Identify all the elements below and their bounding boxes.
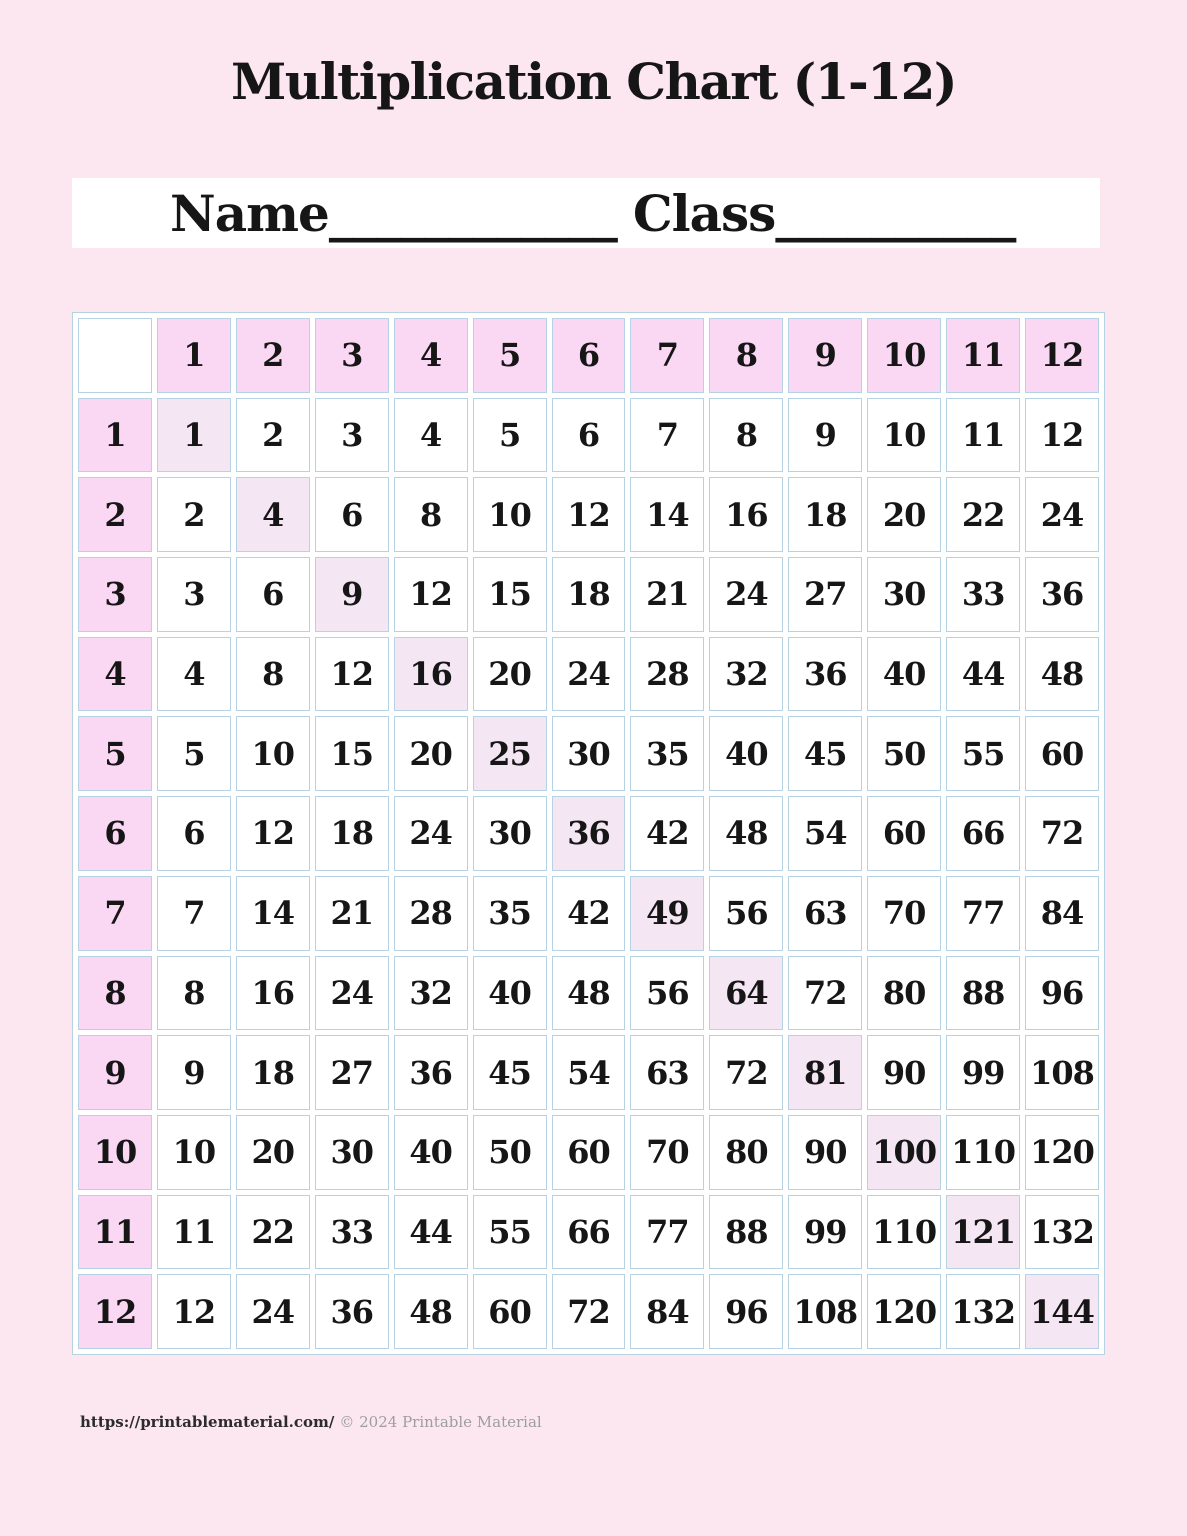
grid-cell: 8 bbox=[394, 477, 468, 552]
class-label: Class bbox=[632, 183, 776, 243]
grid-cell: 24 bbox=[315, 956, 389, 1031]
grid-cell: 80 bbox=[867, 956, 941, 1031]
grid-cell: 50 bbox=[473, 1115, 547, 1190]
grid-row-header: 1 bbox=[78, 398, 152, 473]
grid-cell: 81 bbox=[788, 1035, 862, 1110]
grid-cell: 35 bbox=[630, 716, 704, 791]
grid-cell: 120 bbox=[867, 1274, 941, 1349]
grid-cell: 66 bbox=[946, 796, 1020, 871]
grid-cell: 40 bbox=[867, 637, 941, 712]
grid-cell: 84 bbox=[1025, 876, 1099, 951]
grid-cell: 20 bbox=[473, 637, 547, 712]
grid-cell: 22 bbox=[946, 477, 1020, 552]
grid-cell: 120 bbox=[1025, 1115, 1099, 1190]
grid-cell: 80 bbox=[709, 1115, 783, 1190]
grid-column-header: 9 bbox=[788, 318, 862, 393]
grid-cell: 63 bbox=[630, 1035, 704, 1110]
grid-cell: 108 bbox=[1025, 1035, 1099, 1110]
grid-cell: 8 bbox=[157, 956, 231, 1031]
grid-row-header: 6 bbox=[78, 796, 152, 871]
grid-cell: 20 bbox=[394, 716, 468, 791]
grid-cell: 12 bbox=[315, 637, 389, 712]
name-class-banner bbox=[72, 178, 1100, 248]
grid-cell: 18 bbox=[788, 477, 862, 552]
grid-cell: 28 bbox=[394, 876, 468, 951]
grid-cell: 9 bbox=[315, 557, 389, 632]
grid-cell: 10 bbox=[867, 398, 941, 473]
grid-cell: 35 bbox=[473, 876, 547, 951]
grid-cell: 12 bbox=[552, 477, 626, 552]
grid-column-header: 10 bbox=[867, 318, 941, 393]
grid-cell: 4 bbox=[236, 477, 310, 552]
grid-cell: 11 bbox=[946, 398, 1020, 473]
grid-cell: 44 bbox=[946, 637, 1020, 712]
grid-cell: 88 bbox=[946, 956, 1020, 1031]
grid-cell: 15 bbox=[473, 557, 547, 632]
name-blank-line: ____________ bbox=[328, 183, 617, 243]
grid-cell: 48 bbox=[552, 956, 626, 1031]
grid-cell: 121 bbox=[946, 1195, 1020, 1270]
grid-cell: 90 bbox=[788, 1115, 862, 1190]
grid-cell: 40 bbox=[709, 716, 783, 791]
grid-cell: 72 bbox=[1025, 796, 1099, 871]
grid-cell: 32 bbox=[709, 637, 783, 712]
grid-column-header: 3 bbox=[315, 318, 389, 393]
grid-cell: 48 bbox=[1025, 637, 1099, 712]
grid-cell: 10 bbox=[157, 1115, 231, 1190]
grid-cell: 12 bbox=[1025, 398, 1099, 473]
grid-cell: 44 bbox=[394, 1195, 468, 1270]
grid-cell: 60 bbox=[867, 796, 941, 871]
grid-cell: 110 bbox=[867, 1195, 941, 1270]
grid-row-header: 2 bbox=[78, 477, 152, 552]
grid-cell: 40 bbox=[473, 956, 547, 1031]
footer bbox=[80, 1413, 542, 1431]
grid-cell: 11 bbox=[157, 1195, 231, 1270]
grid-cell: 24 bbox=[1025, 477, 1099, 552]
grid-row-header: 11 bbox=[78, 1195, 152, 1270]
grid-column-header: 8 bbox=[709, 318, 783, 393]
grid-cell: 63 bbox=[788, 876, 862, 951]
grid-cell: 54 bbox=[788, 796, 862, 871]
grid-cell: 27 bbox=[315, 1035, 389, 1110]
grid-cell: 6 bbox=[236, 557, 310, 632]
grid-cell: 77 bbox=[946, 876, 1020, 951]
grid-cell: 30 bbox=[315, 1115, 389, 1190]
grid-row-header: 4 bbox=[78, 637, 152, 712]
grid-row-header: 8 bbox=[78, 956, 152, 1031]
grid-cell: 16 bbox=[236, 956, 310, 1031]
grid-row-header: 3 bbox=[78, 557, 152, 632]
grid-row-header: 9 bbox=[78, 1035, 152, 1110]
grid-cell: 36 bbox=[394, 1035, 468, 1110]
grid-cell: 132 bbox=[946, 1274, 1020, 1349]
grid-cell: 6 bbox=[315, 477, 389, 552]
grid-cell: 132 bbox=[1025, 1195, 1099, 1270]
grid-cell: 9 bbox=[788, 398, 862, 473]
grid-cell: 8 bbox=[709, 398, 783, 473]
grid-cell: 48 bbox=[709, 796, 783, 871]
grid-cell: 20 bbox=[867, 477, 941, 552]
grid-cell: 110 bbox=[946, 1115, 1020, 1190]
grid-cell: 10 bbox=[473, 477, 547, 552]
grid-cell: 108 bbox=[788, 1274, 862, 1349]
grid-cell: 55 bbox=[473, 1195, 547, 1270]
multiplication-grid bbox=[72, 312, 1105, 1355]
grid-cell: 144 bbox=[1025, 1274, 1099, 1349]
grid-cell: 60 bbox=[552, 1115, 626, 1190]
class-blank-line: __________ bbox=[775, 183, 1016, 243]
grid-cell: 24 bbox=[552, 637, 626, 712]
grid-cell: 21 bbox=[630, 557, 704, 632]
grid-column-header: 2 bbox=[236, 318, 310, 393]
grid-cell: 14 bbox=[236, 876, 310, 951]
grid-cell: 40 bbox=[394, 1115, 468, 1190]
grid-cell: 60 bbox=[1025, 716, 1099, 791]
grid-cell: 66 bbox=[552, 1195, 626, 1270]
grid-row-header: 12 bbox=[78, 1274, 152, 1349]
grid-cell: 36 bbox=[1025, 557, 1099, 632]
grid-cell: 22 bbox=[236, 1195, 310, 1270]
grid-cell: 18 bbox=[236, 1035, 310, 1110]
grid-cell: 70 bbox=[867, 876, 941, 951]
grid-cell: 24 bbox=[394, 796, 468, 871]
grid-cell: 84 bbox=[630, 1274, 704, 1349]
grid-cell: 6 bbox=[157, 796, 231, 871]
name-label: Name bbox=[170, 183, 329, 243]
grid-cell: 5 bbox=[473, 398, 547, 473]
grid-cell: 96 bbox=[709, 1274, 783, 1349]
grid-cell: 9 bbox=[157, 1035, 231, 1110]
grid-cell: 4 bbox=[157, 637, 231, 712]
grid-cell: 10 bbox=[236, 716, 310, 791]
grid-column-header: 5 bbox=[473, 318, 547, 393]
grid-cell: 16 bbox=[394, 637, 468, 712]
grid-cell: 30 bbox=[867, 557, 941, 632]
grid-cell: 60 bbox=[473, 1274, 547, 1349]
footer-url: https://printablematerial.com/ bbox=[80, 1413, 335, 1431]
grid-row-header: 10 bbox=[78, 1115, 152, 1190]
footer-copyright: © 2024 Printable Material bbox=[339, 1413, 542, 1431]
grid-cell: 49 bbox=[630, 876, 704, 951]
grid-column-header: 1 bbox=[157, 318, 231, 393]
page-title: Multiplication Chart (1-12) bbox=[230, 52, 957, 111]
grid-cell: 90 bbox=[867, 1035, 941, 1110]
grid-cell: 72 bbox=[552, 1274, 626, 1349]
grid-cell: 25 bbox=[473, 716, 547, 791]
grid-cell: 96 bbox=[1025, 956, 1099, 1031]
grid-column-header: 12 bbox=[1025, 318, 1099, 393]
grid-cell: 56 bbox=[709, 876, 783, 951]
grid-column-header: 11 bbox=[946, 318, 1020, 393]
grid-cell: 21 bbox=[315, 876, 389, 951]
grid-cell: 45 bbox=[473, 1035, 547, 1110]
grid-cell: 50 bbox=[867, 716, 941, 791]
grid-cell: 3 bbox=[157, 557, 231, 632]
grid-cell: 1 bbox=[157, 398, 231, 473]
grid-cell: 28 bbox=[630, 637, 704, 712]
grid-cell: 18 bbox=[315, 796, 389, 871]
grid-cell: 33 bbox=[946, 557, 1020, 632]
grid-cell: 4 bbox=[394, 398, 468, 473]
grid-cell: 7 bbox=[630, 398, 704, 473]
grid-cell: 36 bbox=[315, 1274, 389, 1349]
grid-cell: 70 bbox=[630, 1115, 704, 1190]
grid-cell: 36 bbox=[788, 637, 862, 712]
grid-cell: 64 bbox=[709, 956, 783, 1031]
grid-cell: 55 bbox=[946, 716, 1020, 791]
grid-cell: 32 bbox=[394, 956, 468, 1031]
grid-cell: 3 bbox=[315, 398, 389, 473]
grid-cell: 88 bbox=[709, 1195, 783, 1270]
grid-cell: 12 bbox=[157, 1274, 231, 1349]
grid-cell: 36 bbox=[552, 796, 626, 871]
grid-cell: 56 bbox=[630, 956, 704, 1031]
grid-cell: 14 bbox=[630, 477, 704, 552]
grid-cell: 72 bbox=[709, 1035, 783, 1110]
grid-cell: 15 bbox=[315, 716, 389, 791]
grid-cell: 42 bbox=[630, 796, 704, 871]
grid-row-header: 7 bbox=[78, 876, 152, 951]
grid-cell: 42 bbox=[552, 876, 626, 951]
grid-cell: 72 bbox=[788, 956, 862, 1031]
grid-cell: 12 bbox=[236, 796, 310, 871]
grid-cell: 27 bbox=[788, 557, 862, 632]
grid-row-header: 5 bbox=[78, 716, 152, 791]
grid-cell: 30 bbox=[552, 716, 626, 791]
grid-cell: 2 bbox=[157, 477, 231, 552]
grid-cell: 20 bbox=[236, 1115, 310, 1190]
grid-cell: 99 bbox=[946, 1035, 1020, 1110]
grid-cell: 12 bbox=[394, 557, 468, 632]
grid-cell: 33 bbox=[315, 1195, 389, 1270]
grid-column-header: 4 bbox=[394, 318, 468, 393]
grid-cell: 99 bbox=[788, 1195, 862, 1270]
grid-cell: 24 bbox=[709, 557, 783, 632]
grid-column-header: 6 bbox=[552, 318, 626, 393]
grid-cell: 54 bbox=[552, 1035, 626, 1110]
grid-cell: 100 bbox=[867, 1115, 941, 1190]
grid-cell: 16 bbox=[709, 477, 783, 552]
grid-cell: 5 bbox=[157, 716, 231, 791]
grid-column-header: 7 bbox=[630, 318, 704, 393]
grid-cell: 45 bbox=[788, 716, 862, 791]
grid-cell: 30 bbox=[473, 796, 547, 871]
grid-cell: 18 bbox=[552, 557, 626, 632]
grid-cell: 48 bbox=[394, 1274, 468, 1349]
grid-cell: 6 bbox=[552, 398, 626, 473]
grid-cell: 24 bbox=[236, 1274, 310, 1349]
grid-cell: 7 bbox=[157, 876, 231, 951]
grid-cell: 8 bbox=[236, 637, 310, 712]
grid-cell: 2 bbox=[236, 398, 310, 473]
grid-cell: 77 bbox=[630, 1195, 704, 1270]
grid-corner-cell bbox=[78, 318, 152, 393]
